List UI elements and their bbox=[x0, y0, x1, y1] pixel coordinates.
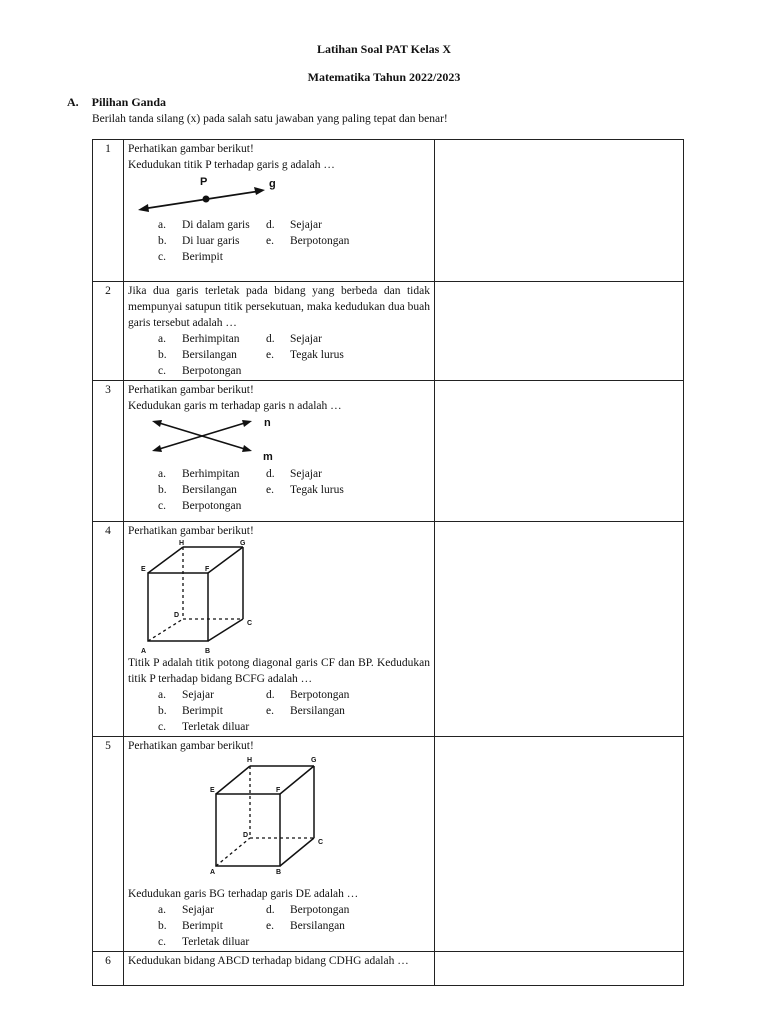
line-m-label: m bbox=[263, 451, 273, 463]
question-number: 1 bbox=[93, 140, 124, 282]
question-stem bbox=[124, 737, 435, 952]
question-row bbox=[93, 282, 684, 381]
document-title: Latihan Soal PAT Kelas X bbox=[316, 42, 452, 56]
option-d[interactable]: d. Sejajar bbox=[266, 219, 322, 231]
answer-options bbox=[128, 217, 430, 265]
option-b[interactable]: b. Bersilangan bbox=[158, 484, 237, 496]
option-c[interactable]: c. Terletak diluar bbox=[158, 936, 250, 948]
vertex-e-label: E bbox=[210, 787, 215, 794]
option-d[interactable]: d. Berpotongan bbox=[266, 689, 350, 701]
option-a[interactable]: a. Di dalam garis bbox=[158, 219, 250, 231]
question-stem bbox=[124, 381, 435, 522]
answer-cell[interactable] bbox=[435, 737, 684, 952]
vertex-b-label: B bbox=[205, 648, 211, 655]
stem-line: Perhatikan gambar berikut! bbox=[128, 384, 254, 396]
option-d[interactable]: d. Berpotongan bbox=[266, 904, 350, 916]
question-stem bbox=[124, 282, 435, 381]
option-e[interactable]: e. Bersilangan bbox=[266, 920, 345, 932]
question-number: 6 bbox=[93, 952, 124, 986]
line-label: g bbox=[269, 178, 276, 190]
document-subtitle: Matematika Tahun 2022/2023 bbox=[307, 70, 461, 84]
option-e[interactable]: e. Bersilangan bbox=[266, 705, 345, 717]
vertex-c-label: C bbox=[318, 839, 324, 846]
vertex-h-label: H bbox=[179, 540, 185, 547]
line-n-label: n bbox=[264, 417, 271, 429]
stem-line: Kedudukan garis BG terhadap garis DE adalah … bbox=[128, 888, 359, 900]
section-heading bbox=[67, 95, 166, 110]
question-row bbox=[93, 381, 684, 522]
vertex-f-label: F bbox=[276, 787, 281, 794]
answer-options bbox=[128, 902, 430, 950]
question-number: 5 bbox=[93, 737, 124, 952]
question-row bbox=[93, 522, 684, 737]
section-title: Pilihan Ganda bbox=[91, 95, 167, 109]
answer-options bbox=[128, 466, 430, 514]
vertex-d-label: D bbox=[243, 832, 249, 839]
option-d[interactable]: d. Sejajar bbox=[266, 468, 322, 480]
question-number: 3 bbox=[93, 381, 124, 522]
question-stem bbox=[124, 522, 435, 737]
stem-line: Perhatikan gambar berikut! bbox=[128, 740, 254, 752]
option-e[interactable]: e. Tegak lurus bbox=[266, 349, 344, 361]
question-row bbox=[93, 140, 684, 282]
point-on-line-figure bbox=[128, 173, 288, 217]
vertex-a-label: A bbox=[141, 648, 147, 655]
stem-line: Perhatikan gambar berikut! bbox=[128, 525, 254, 537]
option-b[interactable]: b. Berimpit bbox=[158, 705, 223, 717]
vertex-g-label: G bbox=[311, 757, 317, 764]
point-p-marker bbox=[203, 196, 210, 203]
option-b[interactable]: b. Di luar garis bbox=[158, 235, 240, 247]
question-number: 2 bbox=[93, 282, 124, 381]
crossing-lines-figure bbox=[128, 414, 288, 466]
stem-line: Kedudukan bidang ABCD terhadap bidang CDHG adalah … bbox=[128, 955, 409, 967]
question-table bbox=[92, 139, 684, 986]
answer-cell[interactable] bbox=[435, 381, 684, 522]
stem-line: Jika dua garis terletak pada bidang yang berbeda dan tidak mempunyai satupun titik persekutuan, maka kedudukan dua buah garis tersebut adalah … bbox=[128, 285, 430, 329]
point-label: P bbox=[200, 176, 208, 188]
section-label: A. bbox=[67, 95, 79, 109]
vertex-a-label: A bbox=[210, 869, 216, 876]
question-stem bbox=[124, 952, 435, 986]
answer-cell[interactable] bbox=[435, 522, 684, 737]
option-a[interactable]: a. Sejajar bbox=[158, 904, 214, 916]
vertex-g-label: G bbox=[240, 540, 246, 547]
answer-cell[interactable] bbox=[435, 140, 684, 282]
option-b[interactable]: b. Bersilangan bbox=[158, 349, 237, 361]
instruction-text: Berilah tanda silang (x) pada salah satu jawaban yang paling tepat dan benar! bbox=[92, 113, 448, 125]
vertex-h-label: H bbox=[247, 757, 253, 764]
question-row bbox=[93, 952, 684, 986]
answer-options bbox=[128, 687, 430, 735]
option-d[interactable]: d. Sejajar bbox=[266, 333, 322, 345]
option-b[interactable]: b. Berimpit bbox=[158, 920, 223, 932]
vertex-b-label: B bbox=[276, 869, 282, 876]
cube-figure bbox=[128, 539, 268, 655]
question-stem bbox=[124, 140, 435, 282]
vertex-c-label: C bbox=[247, 620, 253, 627]
option-c[interactable]: c. Berimpit bbox=[158, 251, 223, 263]
stem-line: Perhatikan gambar berikut! bbox=[128, 143, 254, 155]
answer-options bbox=[128, 331, 430, 379]
stem-line: Titik P adalah titik potong diagonal garis CF dan BP. Kedudukan titik P terhadap bidang BCFG adalah … bbox=[128, 657, 430, 685]
option-e[interactable]: e. Berpotongan bbox=[266, 235, 350, 247]
answer-cell[interactable] bbox=[435, 952, 684, 986]
question-row bbox=[93, 737, 684, 952]
stem-line: Kedudukan titik P terhadap garis g adalah … bbox=[128, 159, 335, 171]
option-c[interactable]: c. Terletak diluar bbox=[158, 721, 250, 733]
option-a[interactable]: a. Sejajar bbox=[158, 689, 214, 701]
vertex-f-label: F bbox=[205, 566, 210, 573]
answer-cell[interactable] bbox=[435, 282, 684, 381]
option-c[interactable]: c. Berpotongan bbox=[158, 365, 242, 377]
option-a[interactable]: a. Berhimpitan bbox=[158, 468, 240, 480]
question-number: 4 bbox=[93, 522, 124, 737]
vertex-e-label: E bbox=[141, 566, 146, 573]
cube-figure bbox=[128, 752, 418, 876]
option-c[interactable]: c. Berpotongan bbox=[158, 500, 242, 512]
option-a[interactable]: a. Berhimpitan bbox=[158, 333, 240, 345]
stem-line: Kedudukan garis m terhadap garis n adalah … bbox=[128, 400, 342, 412]
option-e[interactable]: e. Tegak lurus bbox=[266, 484, 344, 496]
vertex-d-label: D bbox=[174, 612, 180, 619]
